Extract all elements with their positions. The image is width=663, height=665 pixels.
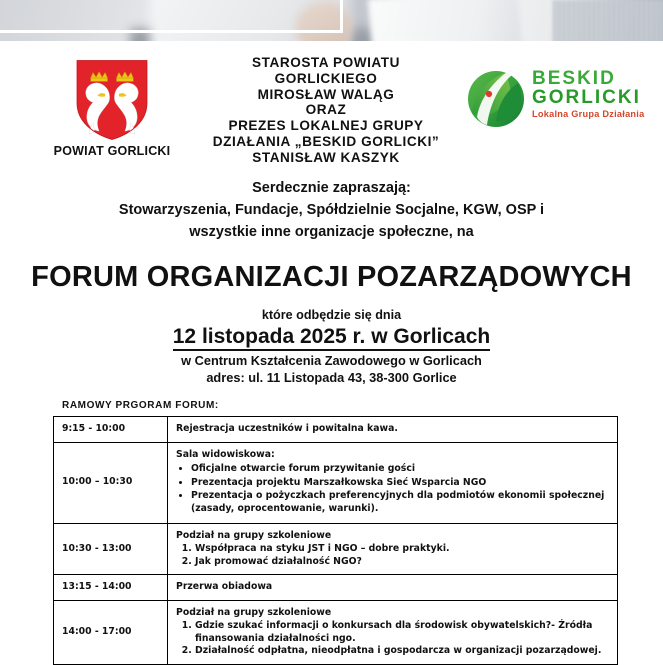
table-row <box>54 523 618 575</box>
banner-white-frame-line <box>0 0 343 33</box>
event-venue: w Centrum Kształcenia Zawodowego w Gorlicach <box>181 353 482 369</box>
row-heading: Podział na grupy szkoleniowe <box>176 606 332 618</box>
organizer-title-line-5: PREZES LOKALNEJ GRUPY <box>228 118 424 134</box>
event-date-text: 12 listopada 2025 r. w Gorlicach <box>173 325 490 351</box>
organizer-title-block <box>176 55 476 165</box>
invitation-line-3: wszystkie inne organizacje społeczne, na <box>189 223 474 240</box>
table-row <box>54 442 618 523</box>
row-heading: Sala widowiskowa: <box>176 448 275 460</box>
row-time: 14:00 - 17:00 <box>54 600 168 664</box>
organizer-title-line-2: GORLICKIEGO <box>274 70 378 86</box>
list-item: 2. Działalność odpłatna, nieodpłatna i gospodarcza w organizacji pozarządowej. <box>195 645 609 658</box>
row-plain-text: Rejestracja uczestników i powitalna kawa. <box>176 423 398 435</box>
organizer-title-line-3: MIROSŁAW WALĄG <box>257 86 395 102</box>
row-bullet-list <box>176 463 609 515</box>
beskid-gorlicki-logo <box>466 69 652 131</box>
invitation-text <box>62 178 602 243</box>
row-description <box>168 442 618 523</box>
beskid-gorlicki-wordmark <box>532 69 652 119</box>
powiat-gorlicki-coat-of-arms-icon <box>74 59 150 141</box>
list-item: 1. Współpraca na styku JST i NGO – dobre praktyki. <box>195 543 609 556</box>
row-time: 10:30 - 13:00 <box>54 523 168 575</box>
program-table-body <box>54 417 618 665</box>
logo-line-beskid: BESKID <box>532 68 616 89</box>
event-address: adres: ul. 11 Listopada 43, 38-300 Gorlice <box>206 370 457 386</box>
right-crown <box>117 72 134 81</box>
logo-line-gorlicki: GORLICKI <box>532 87 641 109</box>
left-crown <box>91 72 108 81</box>
invitation-line-1: Serdecznie zapraszają: <box>252 180 411 196</box>
list-item: 2. Jak promować działalność NGO? <box>195 556 609 569</box>
forum-main-title: FORUM ORGANIZACJI POZARZĄDOWYCH <box>31 261 632 294</box>
powiat-gorlicki-block <box>38 59 186 158</box>
table-row <box>54 575 618 601</box>
row-time: 13:15 - 14:00 <box>54 575 168 601</box>
program-schedule-table <box>53 416 618 665</box>
organizer-title-line-7: STANISŁAW KASZYK <box>252 149 400 165</box>
row-description <box>168 600 618 664</box>
row-description <box>168 417 618 443</box>
row-numbered-list <box>176 543 609 568</box>
powiat-gorlicki-label: POWIAT GORLICKI <box>53 144 171 158</box>
list-item: 1. Gdzie szukać informacji o konkursach dla środowisk obywatelskich?- Źródła finansowania działalności ngo. <box>195 620 609 645</box>
organizer-title-line-1: STAROSTA POWIATU <box>252 55 400 70</box>
table-row <box>54 417 618 443</box>
row-description <box>168 523 618 575</box>
row-description <box>168 575 618 601</box>
top-banner-photo <box>0 0 663 47</box>
table-row <box>54 600 618 664</box>
event-date-lead: które odbędzie się dnia <box>261 308 402 323</box>
organizer-title-line-4: ORAZ <box>305 102 347 118</box>
list-item: • Prezentacja o pożyczkach preferencyjnych dla podmiotów ekonomii społecznej (zasady, oprocentowanie, warunki). <box>191 490 609 515</box>
list-item: • Oficjalne otwarcie forum przywitanie gości <box>191 463 609 476</box>
row-time: 10:00 – 10:30 <box>54 442 168 523</box>
row-heading: Podział na grupy szkoleniowe <box>176 529 332 541</box>
row-time: 9:15 - 10:00 <box>54 417 168 443</box>
logo-subtitle: Lokalna Grupa Działania <box>532 108 645 119</box>
organizer-title-line-6: DZIAŁANIA „BESKID GORLICKI” <box>212 133 440 149</box>
banner-window-blinds-blur <box>553 0 663 47</box>
row-plain-text: Przerwa obiadowa <box>176 581 273 593</box>
event-date <box>0 325 663 349</box>
list-item: • Prezentacja projektu Marszałkowska Sieć Wsparcia NGO <box>191 477 609 490</box>
program-label: RAMOWY PRGORAM FORUM: <box>62 400 219 412</box>
row-numbered-list <box>176 620 609 658</box>
banner-paper-blur <box>368 0 523 47</box>
header-section <box>0 47 663 172</box>
invitation-line-2: Stowarzyszenia, Fundacje, Spółdzielnie Socjalne, KGW, OSP i <box>118 201 545 218</box>
beskid-gorlicki-leaf-circle-icon <box>466 69 526 129</box>
